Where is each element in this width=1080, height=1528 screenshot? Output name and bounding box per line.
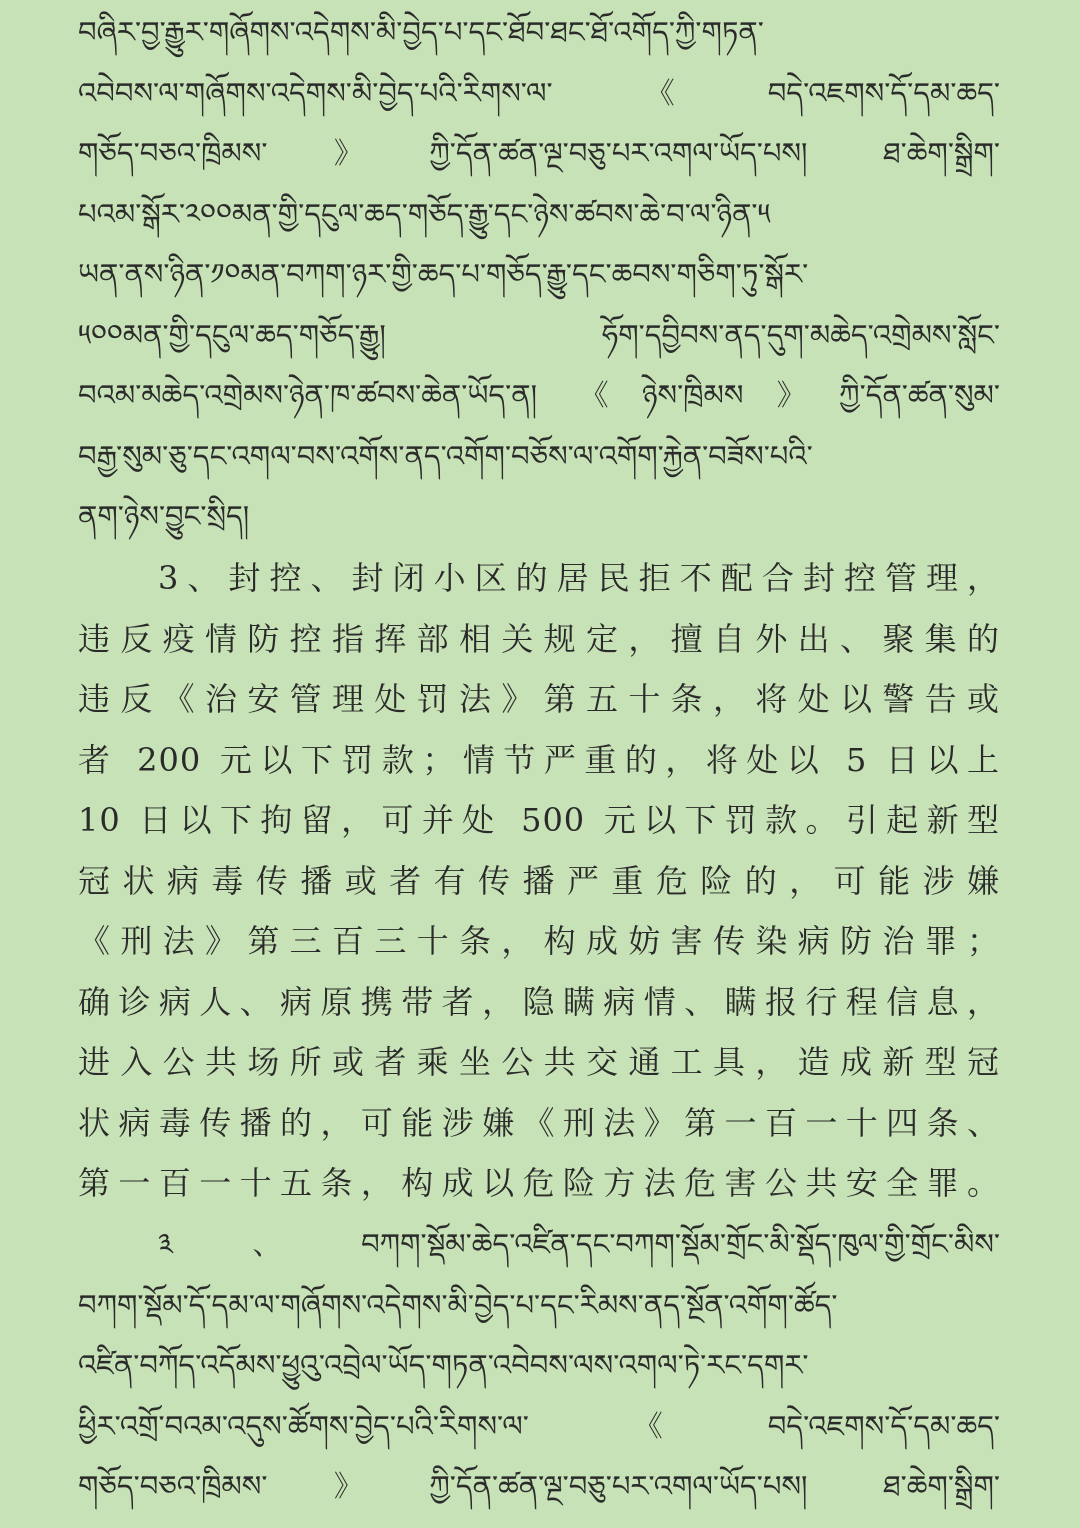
text-line: བའམ་མཆེད་འགྲེམས་ཉེན་ཁ་ཚབས་ཆེན་ཡོད་ན། 《ཉེས་ཁྲིམས》ཀྱི་དོན་ཚན་སུམ་ — [78, 378, 1000, 412]
text-line: 3、封控、封闭小区的居民拒不配合封控管理， — [158, 559, 1000, 597]
text-line: 者 200 元以下罚款；情节严重的，将处以 5 日以上 — [78, 740, 1000, 779]
text-line: 进入公共场所或者乘坐公共交通工具，造成新型冠 — [78, 1043, 1000, 1081]
text-line: གཅོད་བཅའ་ཁྲིམས་》ཀྱི་དོན་ཚན་ལྔ་བཅུ་པར་འགལ་ཡོད་པས། ཐ་ཆེག་སྒྲིག་ — [78, 136, 1000, 170]
text-line: ནག་ཉེས་བྱུང་སྲིད། — [78, 499, 250, 533]
text-line: གཅོད་བཅའ་ཁྲིམས་》ཀྱི་དོན་ཚན་ལྔ་བཅུ་པར་འགལ་ཡོད་པས། ཐ་ཆེག་སྒྲིག་ — [78, 1469, 1000, 1503]
text-line: འབེབས་ལ་གཞོགས་འདེགས་མི་བྱེད་པའི་རིགས་ལ་《བདེ་འཇགས་དོ་དམ་ཆད་ — [78, 75, 1000, 110]
text-line: 违反《治安管理处罚法》第五十条，将处以警告或 — [78, 680, 1000, 718]
text-line: བཞིར་བྱ་རྒྱུར་གཞོགས་འདེགས་མི་བྱེད་པ་དང་ཐོབ་ཐང་ཐོ་འགོད་ཀྱི་གཏན་ — [78, 15, 764, 49]
chinese-paragraph — [78, 548, 1000, 1214]
text-line: 违反疫情防控指挥部相关规定，擅自外出、聚集的 — [78, 619, 1000, 658]
text-line: ཡན་ནས་ཉིན་༡༠མན་བཀག་ཉར་གྱི་ཆད་པ་གཅོད་རྒྱུ་དང་ཆབས་གཅིག་ཏུ་སྒོར་ — [78, 257, 809, 291]
text-line: འཛིན་བཀོད་འདོམས་ཕྱུའུ་འབྲེལ་ཡོད་གཏན་འབེབས་ལས་འགལ་ཏེ་རང་དགར་ — [78, 1348, 809, 1382]
text-line: ཕྱིར་འགྲོ་བའམ་འདུས་ཚོགས་བྱེད་པའི་རིགས་ལ་《བདེ་འཇགས་དོ་དམ་ཆད་ — [78, 1408, 1000, 1443]
text-line: 确诊病人、病原携带者，隐瞒病情、瞒报行程信息， — [78, 982, 1000, 1021]
text-line: 10 日以下拘留，可并处 500 元以下罚款。引起新型 — [78, 801, 1000, 839]
text-line: པའམ་སྒོར་༢༠༠མན་གྱི་དངུལ་ཆད་གཅོད་རྒྱུ་དང་ཉེས་ཚབས་ཆེ་བ་ལ་ཉིན་༥ — [78, 196, 771, 231]
text-line: 第一百一十五条，构成以危险方法危害公共安全罪。 — [78, 1164, 1000, 1202]
tibetan-paragraph-2 — [78, 1214, 1000, 1517]
tibetan-paragraph-1 — [78, 2, 1000, 547]
text-line: ༣、བཀག་སྡོམ་ཆེད་འཛིན་དང་བཀག་སྡོམ་གྲོང་མི་སྡོད་ཁུལ་གྱི་གྲོང་མིས་ — [158, 1227, 1000, 1261]
text-line: 《刑法》第三百三十条，构成妨害传染病防治罪； — [78, 922, 1000, 960]
text-line: ༥༠༠མན་གྱི་དངུལ་ཆད་གཅོད་རྒྱུ། ཧོག་དབྱིབས་ནད་དུག་མཆེད་འགྲེམས་སློང་ — [78, 317, 1000, 352]
text-line: 状病毒传播的，可能涉嫌《刑法》第一百一十四条、 — [78, 1103, 1000, 1142]
text-line: བཀག་སྡོམ་དོ་དམ་ལ་གཞོགས་འདེགས་མི་བྱེད་པ་དང་རིམས་ནད་སྔོན་འགོག་ཚོད་ — [78, 1287, 838, 1322]
text-line: 冠状病毒传播或者有传播严重危险的，可能涉嫌 — [78, 861, 1000, 900]
text-line: བརྒྱ་སུམ་ཅུ་དང་འགལ་བས་འགོས་ནད་འགོག་བཅོས་ལ་འགོག་རྐྱེན་བཟོས་པའི་ — [78, 438, 813, 473]
